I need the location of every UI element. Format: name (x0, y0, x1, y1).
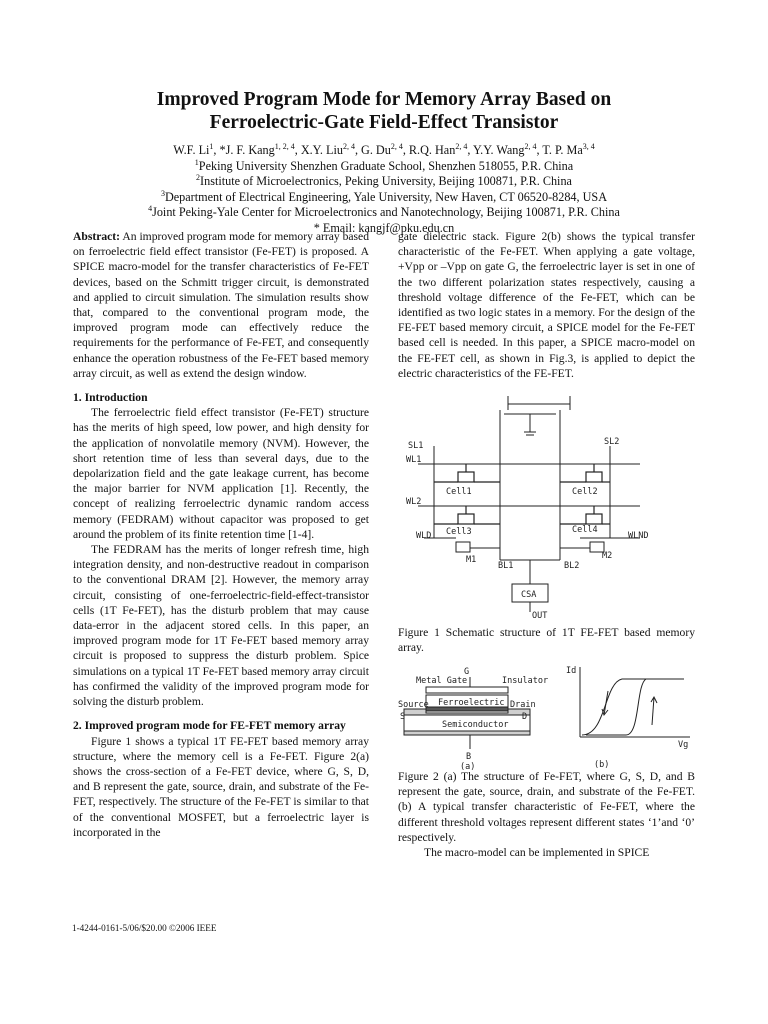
label-semiconductor: Semiconductor (442, 720, 509, 730)
label-sl2: SL2 (604, 437, 620, 447)
section-1-heading: 1. Introduction (73, 391, 148, 405)
figure-1-caption: Figure 1 Schematic structure of 1T FE-FET based memory array. (398, 626, 695, 655)
affiliation-3: $^3$Department of Electrical Engineering, Yale University, New Haven, CT 06520-8284, USA (160, 188, 608, 204)
abstract: Abstract: An improved program mode for memory array based on ferroelectric field effect transistor (Fe-FET) is proposed. A SPICE macro-model for the transfer characteristics of Fe-FET devices, based on the Schmitt trigger circuit, is demonstrated and applied to circuit simulation. The simulation results show that, compared to the conventional program mode, the improved program mode can effectively reduce the requirements for the performance of Fe-FET, and consequently enhance the operation robustness of the Fe-FET based memory array circuit, as well as extend the design window. (73, 230, 369, 380)
label-b-sub: (b) (594, 760, 610, 770)
section-2-heading: 2. Improved program mode for FE-FET memory array (73, 719, 346, 733)
label-a: (a) (460, 762, 476, 770)
label-wlnd: WLND (628, 531, 649, 541)
author-names: W.F. Li$^1$, *J. F. Kang$^{1, 2, 4}$, X.Y. Liu$^{2, 4}$, G. Du$^{2, 4}$, R.Q. Han$^{2, 4}$, Y.Y. Wang$^{2, 4}$, T. P. Ma$^{3, 4}$ (173, 141, 595, 157)
copyright-footer: 1-4244-0161-5/06/$20.00 ©2006 IEEE (72, 923, 217, 933)
figure-2a-device (398, 665, 548, 770)
right-column-text (398, 229, 695, 381)
label-m1: M1 (466, 555, 477, 565)
label-wl1: WL1 (406, 455, 422, 465)
label-cell12: Cell2 (572, 487, 598, 497)
label-vg: Vg (678, 740, 689, 750)
author-block (60, 143, 708, 236)
label-cell14: Cell4 (572, 525, 598, 535)
figure-2-caption: Figure 2 (a) The structure of Fe-FET, where G, S, D, and B represent the gate, source, drain, and substrate of the Fe-FET. (b) A typical transfer characteristic of Fe-FET, where the different threshold voltages represent different states ‘1’and ‘0’ respectively. (398, 770, 695, 844)
label-out: OUT (532, 611, 548, 620)
label-insulator: Insulator (502, 676, 548, 686)
affiliation-2: $^2$Institute of Microelectronics, Peking University, Beijing 100871, P.R. China (196, 172, 572, 188)
label-drain: Drain (510, 700, 536, 710)
section-2-paragraph-1: Figure 1 shows a typical 1T FE-FET based memory array structure, where the memory cell is a Fe-FET. Figure 2(a) shows the cross-section of a Fe-FET device, where G, S, D, and B represent the gate, source, drain, and substrate of the Fe-FET, respectively. The structure of the Fe-FET is similar to that of the conventional MOSFET, but a ferroelectric layer is incorporated in the (73, 734, 369, 839)
figure-1-schematic (400, 388, 696, 620)
label-metal-gate: Metal Gate (416, 676, 468, 686)
label-ferroelectric: Ferroelectric (438, 698, 505, 708)
right-paragraph-2: The macro-model can be implemented in SPICE (424, 846, 650, 859)
label-b: B (466, 752, 472, 762)
label-csa: CSA (521, 590, 537, 600)
label-cell11: Cell1 (446, 487, 472, 497)
email: * Email: kangjf@pku.edu.cn (313, 220, 455, 235)
label-wld: WLD (416, 531, 432, 541)
affiliation-1: $^1$Peking University Shenzhen Graduate School, Shenzhen 518055, P.R. China (194, 157, 574, 173)
label-g: G (464, 667, 470, 677)
label-cell13: Cell3 (446, 527, 472, 537)
title-line-2: Ferroelectric-Gate Field-Effect Transistor (209, 112, 559, 133)
section-1-paragraph-2: The FEDRAM has the merits of longer refresh time, high integration density, and non-destructive readout in comparison to the conventional DRAM [2]. However, the memory array circuit, consisting of one-ferroelectric-field-effect-transistor cells (1T Fe-FET), has the disturb problem that may cause data-error in the adjacent stored cells. In this paper, an improved program mode for 1T Fe-FET based memory array circuit is proposed to suppress the disturb problem. Spice simulations on a typical 1T Fe-FET based memory array circuit has confirmed the validity of the improved program mode for solving the disturb problem. (73, 543, 369, 709)
label-bl2: BL2 (564, 561, 580, 571)
label-wl2: WL2 (406, 497, 422, 507)
label-id: Id (566, 666, 577, 676)
right-paragraph-1: gate dielectric stack. Figure 2(b) shows the typical transfer characteristic of the Fe-FET. When applying a gate voltage, +Vpp or –Vpp on gate G, the ferroelectric layer is set in one of the two different polarization states respectively, causing a threshold voltage difference of the Fe-FET, which can be identified as two logic states in a memory. For the design of the FE-FET based memory circuit, a SPICE model for the Fe-FET based cell is needed. In this paper, a SPICE macro-model on the FE-FET cell, as shown in Fig.3, is applied to depict the electric characteristics of the FE-FET. (398, 230, 695, 380)
label-m2: M2 (602, 551, 613, 561)
label-s: S (400, 712, 406, 722)
figure-2b-hysteresis (556, 663, 696, 770)
title-line-1: Improved Program Mode for Memory Array Based on (156, 89, 612, 110)
paper-title (60, 88, 708, 134)
left-column (73, 229, 369, 840)
section-1-paragraph-1: The ferroelectric field effect transistor (Fe-FET) structure has the merits of high speed, low power, and high density for the application of nonvolatile memory (NVM). However, the short retention time of less than several days, due to the depolarization field and the gate leakage current, has become the major barrier for NVM application [1]. Recently, the concept of realizing ferroelectric dynamic random access memory (FEDRAM) without capacitor was proposed to get around the problem of its finite retention time [1-4]. (73, 406, 369, 541)
label-d: D (522, 712, 528, 722)
affiliation-4: $^4$Joint Peking-Yale Center for Microelectronics and Nanotechnology, Beijing 100871, P.R. China (148, 203, 620, 219)
label-bl1: BL1 (498, 561, 514, 571)
label-source: Source (398, 700, 429, 710)
label-sl1: SL1 (408, 441, 424, 451)
